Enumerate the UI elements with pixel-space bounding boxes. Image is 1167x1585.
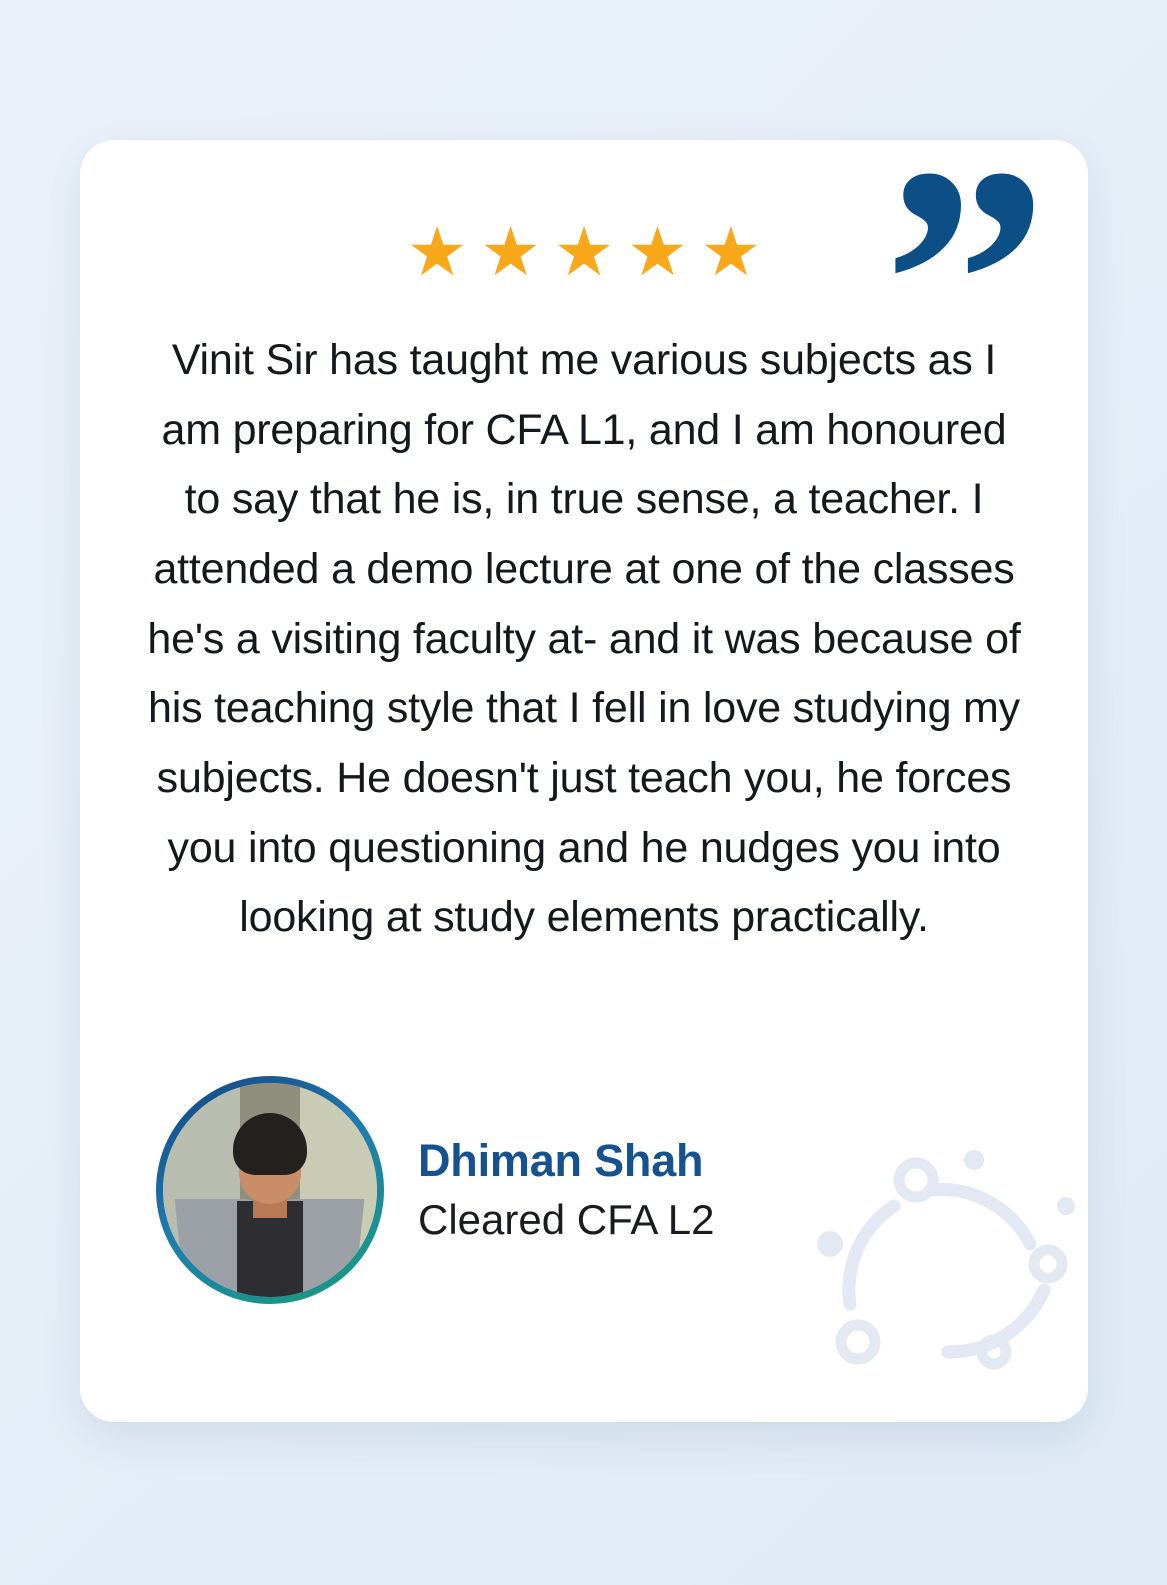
author-meta — [418, 1133, 715, 1248]
star-icon: ★ — [700, 214, 762, 290]
circuit-ring-ornament-icon — [798, 1094, 1088, 1394]
testimonial-quote-text: Vinit Sir has taught me various subjects as I am preparing for CFA L1, and I am honoured to say that he is, in true sense, a teacher. I attended a demo lecture at one of the classes he's a visiting faculty at- and it was because of his teaching style that I fell in love studying my subjects. He doesn't just teach you, he forces you into questioning and he nudges you into looking at study elements practically. — [147, 336, 1021, 942]
star-icon: ★ — [553, 214, 615, 290]
avatar-ring — [156, 1076, 384, 1304]
quote-mark-glyph: ” — [883, 140, 1042, 465]
star-rating — [80, 214, 1088, 290]
author-role: Cleared CFA L2 — [418, 1195, 715, 1243]
author-block — [156, 1076, 715, 1304]
testimonial-card — [80, 140, 1088, 1422]
star-icon: ★ — [406, 214, 468, 290]
star-icon: ★ — [480, 214, 542, 290]
avatar — [163, 1083, 377, 1297]
star-icon: ★ — [626, 214, 688, 290]
author-name: Dhiman Shah — [418, 1134, 704, 1186]
